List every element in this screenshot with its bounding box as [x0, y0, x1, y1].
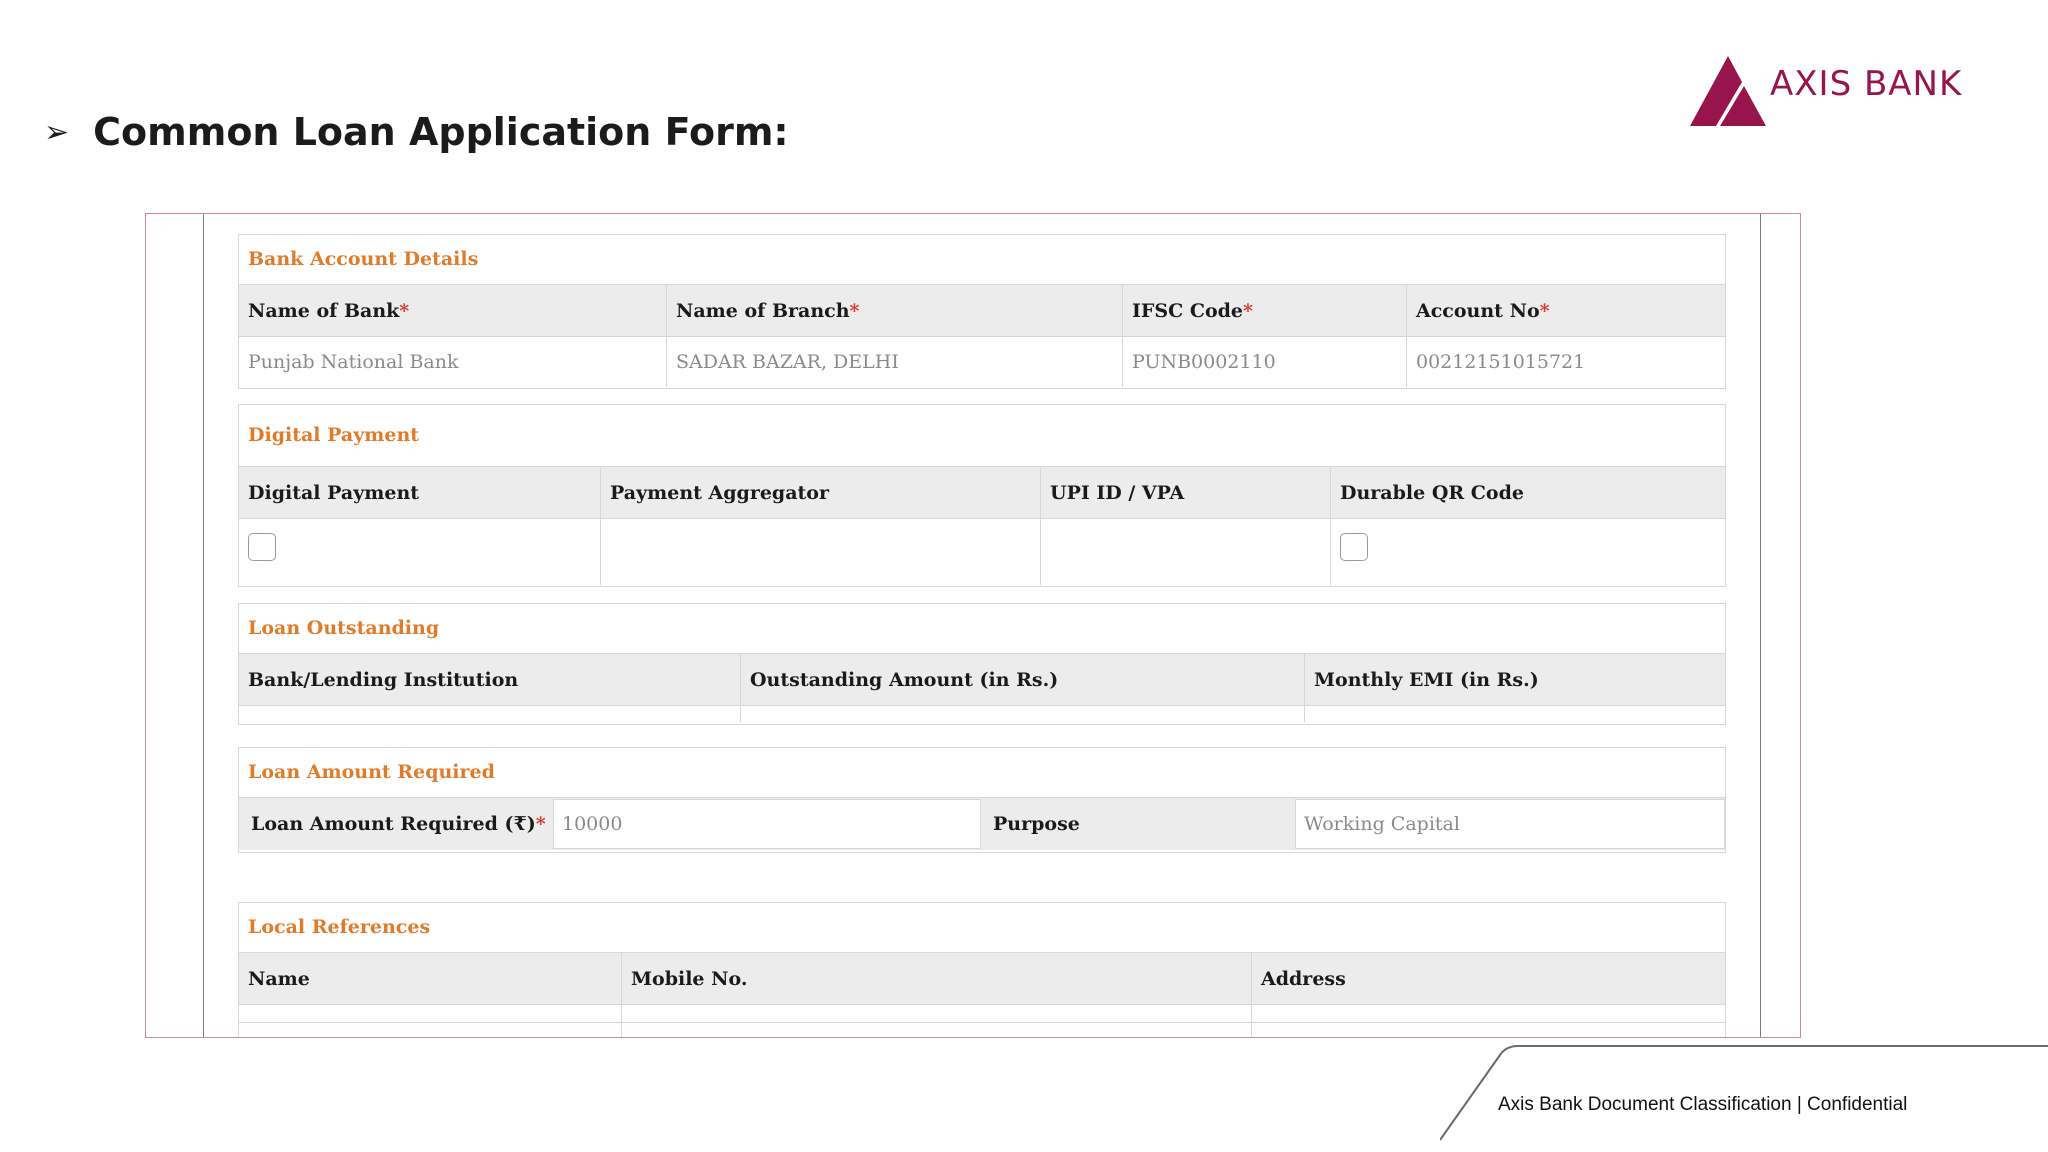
section-title: Loan Outstanding — [239, 604, 1725, 654]
header-mobile-no: Mobile No. — [622, 953, 1252, 1004]
bank-account-section — [238, 234, 1726, 389]
loan-amount-label: Loan Amount Required (₹) * — [251, 813, 546, 835]
header-address: Address — [1261, 967, 1346, 990]
bank-name-field[interactable]: Punjab National Bank — [239, 337, 667, 387]
purpose-label: Purpose — [993, 813, 1080, 835]
slide-heading — [44, 110, 789, 154]
reference-address-field[interactable] — [1252, 1005, 1725, 1022]
header-lending-institution: Bank/Lending Institution — [239, 654, 741, 705]
table-row — [239, 1023, 1725, 1038]
header-durable-qr-code: Durable QR Code — [1340, 481, 1524, 504]
header-monthly-emi: Monthly EMI (in Rs.) — [1314, 668, 1539, 691]
frame-divider-right — [1760, 214, 1761, 1037]
table-row — [239, 337, 1725, 387]
header-name: Name — [239, 953, 622, 1004]
loan-amount-input[interactable]: 10000 — [553, 799, 981, 849]
upi-id-field[interactable] — [1041, 519, 1331, 585]
table-header-row — [239, 654, 1725, 706]
digital-payment-checkbox[interactable] — [248, 533, 276, 561]
payment-aggregator-field[interactable] — [601, 519, 1041, 585]
lending-institution-field[interactable] — [239, 706, 741, 722]
monthly-emi-field[interactable] — [1305, 706, 1725, 722]
local-references-section — [238, 902, 1726, 1038]
heading-text: Common Loan Application Form: — [93, 110, 789, 154]
table-row — [239, 706, 1725, 722]
table-row — [239, 519, 1725, 585]
ifsc-code-field[interactable]: PUNB0002110 — [1123, 337, 1407, 387]
section-title: Loan Amount Required — [239, 748, 1725, 798]
header-name-of-branch: Name of Branch * — [667, 285, 1123, 336]
header-digital-payment: Digital Payment — [239, 467, 601, 518]
durable-qr-checkbox[interactable] — [1340, 533, 1368, 561]
header-payment-aggregator: Payment Aggregator — [601, 467, 1041, 518]
reference-mobile-field[interactable] — [622, 1005, 1252, 1022]
header-upi-id: UPI ID / VPA — [1041, 467, 1331, 518]
reference-mobile-field[interactable] — [622, 1023, 1252, 1038]
outstanding-amount-field[interactable] — [741, 706, 1305, 722]
header-ifsc-code: IFSC Code * — [1123, 285, 1407, 336]
section-title: Digital Payment — [239, 405, 1725, 467]
digital-payment-cell — [239, 519, 601, 585]
brand-name: AXIS BANK — [1770, 64, 1963, 104]
section-title: Local References — [239, 903, 1725, 953]
header-outstanding-amount: Outstanding Amount (in Rs.) — [741, 654, 1305, 705]
reference-name-field[interactable] — [239, 1005, 622, 1022]
digital-payment-section — [238, 404, 1726, 587]
table-row — [239, 1005, 1725, 1023]
arrow-bullet-icon: ➢ — [44, 114, 70, 150]
form-screenshot — [145, 213, 1801, 1038]
table-header-row — [239, 467, 1725, 519]
section-title: Bank Account Details — [239, 235, 1725, 285]
table-header-row — [239, 285, 1725, 337]
branch-name-field[interactable]: SADAR BAZAR, DELHI — [667, 337, 1123, 387]
durable-qr-cell — [1331, 519, 1725, 585]
account-no-field[interactable]: 00212151015721 — [1416, 351, 1586, 373]
frame-divider-left — [203, 214, 204, 1037]
table-header-row — [239, 953, 1725, 1005]
loan-amount-section — [238, 747, 1726, 853]
header-account-no: Account No * — [1416, 299, 1550, 322]
loan-outstanding-section — [238, 603, 1726, 725]
reference-name-field[interactable] — [239, 1023, 622, 1038]
header-name-of-bank: Name of Bank * — [239, 285, 667, 336]
footer-classification: Axis Bank Document Classification | Confidential — [1498, 1094, 1908, 1115]
loan-amount-row — [239, 798, 1725, 850]
reference-address-field[interactable] — [1252, 1023, 1725, 1038]
purpose-input[interactable]: Working Capital — [1295, 799, 1725, 849]
